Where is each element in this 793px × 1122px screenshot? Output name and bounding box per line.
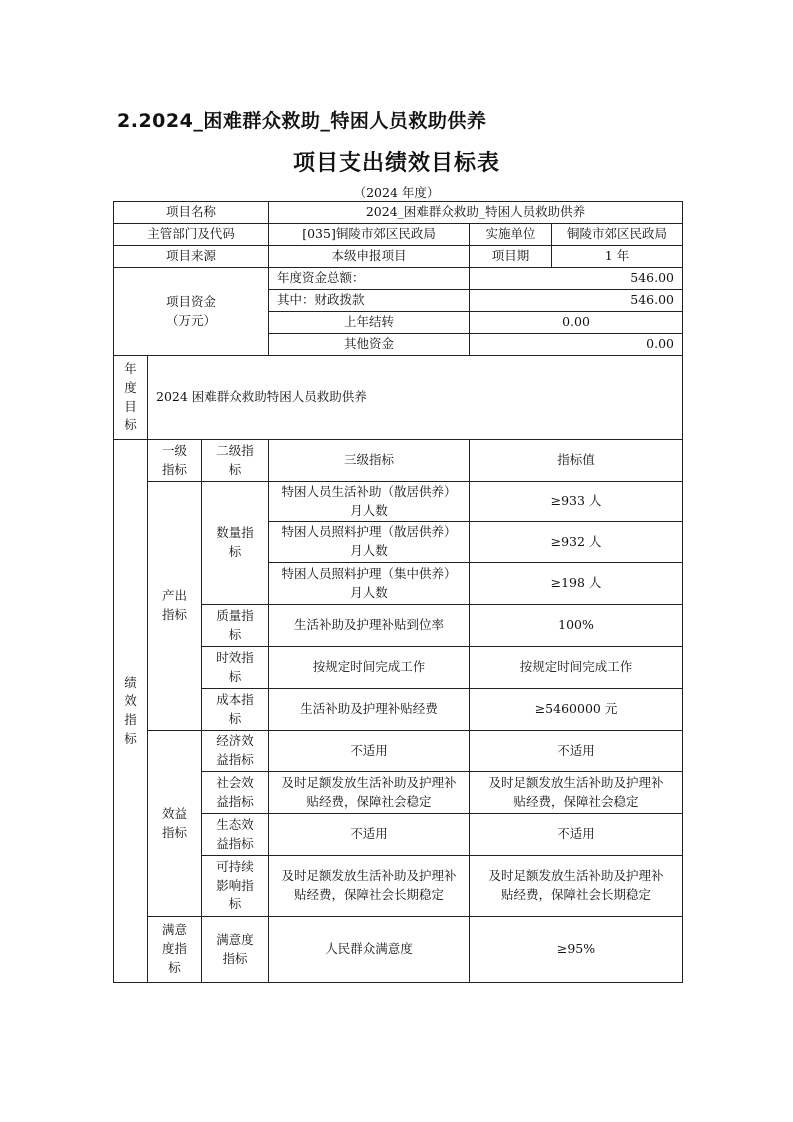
performance-table (113, 201, 683, 983)
cost-l3: 生活补助及护理补贴经费 (269, 689, 470, 731)
sustain-label: 可持续 影响指 标 (202, 856, 269, 917)
economic-l3: 不适用 (269, 731, 470, 772)
section-heading: 2.2024_困难群众救助_特困人员救助供养 (117, 110, 487, 132)
output-label: 产出 指标 (148, 482, 202, 731)
header-level3: 三级指标 (269, 440, 470, 482)
row-quantity-1 (114, 482, 683, 522)
header-level1: 一级 指标 (148, 440, 202, 482)
cost-value: ≥5460000 元 (470, 689, 683, 731)
economic-value: 不适用 (470, 731, 683, 772)
quantity-1-l3: 特困人员生活补助（散居供养） 月人数 (269, 482, 470, 522)
ecological-l3: 不适用 (269, 814, 470, 856)
row-source (114, 246, 683, 268)
row-dept (114, 224, 683, 246)
timeliness-value: 按规定时间完成工作 (470, 647, 683, 689)
sustain-l3: 及时足额发放生活补助及护理补 贴经费，保障社会长期稳定 (269, 856, 470, 917)
row-satisfaction (114, 917, 683, 983)
quantity-2-value: ≥932 人 (470, 522, 683, 563)
timeliness-label: 时效指 标 (202, 647, 269, 689)
dept-label: 主管部门及代码 (114, 224, 269, 246)
funds-carry-value: 0.00 (470, 312, 683, 334)
row-indicator-headers (114, 440, 683, 482)
funds-unit-text: （万元） (166, 312, 217, 328)
quality-value: 100% (470, 605, 683, 647)
year-note: （2024 年度） (353, 185, 440, 200)
quality-label: 质量指 标 (202, 605, 269, 647)
source-value: 本级申报项目 (269, 246, 470, 268)
header-value: 指标值 (470, 440, 683, 482)
annual-target-label: 年 度 目 标 (114, 356, 148, 440)
social-l3: 及时足额发放生活补助及护理补 贴经费，保障社会稳定 (269, 772, 470, 814)
funds-carry-label: 上年结转 (269, 312, 470, 334)
social-label: 社会效 益指标 (202, 772, 269, 814)
funds-total-label: 年度资金总额： (269, 268, 470, 290)
funds-fiscal-value: 546.00 (470, 290, 683, 312)
period-label: 项目期 (470, 246, 552, 268)
perf-label: 绩 效 指 标 (114, 440, 148, 983)
source-label: 项目来源 (114, 246, 269, 268)
row-project-name (114, 202, 683, 224)
header-level2: 二级指 标 (202, 440, 269, 482)
row-funds-total (114, 268, 683, 290)
annual-target-value: 2024 困难群众救助特困人员救助供养 (148, 356, 683, 440)
satisfaction-label: 满意 度指 标 (148, 917, 202, 983)
benefit-label: 效益 指标 (148, 731, 202, 917)
funds-total-value: 546.00 (470, 268, 683, 290)
ecological-value: 不适用 (470, 814, 683, 856)
ecological-label: 生态效 益指标 (202, 814, 269, 856)
satisfaction-l2: 满意度 指标 (202, 917, 269, 983)
funds-other-value: 0.00 (470, 334, 683, 356)
row-economic (114, 731, 683, 772)
funds-label (114, 268, 269, 356)
quantity-2-l3: 特困人员照料护理（散居供养） 月人数 (269, 522, 470, 563)
funds-label-text: 项目资金 (166, 293, 217, 309)
impl-value: 铜陵市郊区民政局 (552, 224, 683, 246)
funds-other-label: 其他资金 (269, 334, 470, 356)
timeliness-l3: 按规定时间完成工作 (269, 647, 470, 689)
quantity-3-value: ≥198 人 (470, 563, 683, 605)
period-value: 1 年 (552, 246, 683, 268)
satisfaction-l3: 人民群众满意度 (269, 917, 470, 983)
dept-value: [035]铜陵市郊区民政局 (269, 224, 470, 246)
funds-fiscal-label: 其中：财政拨款 (269, 290, 470, 312)
social-value: 及时足额发放生活补助及护理补 贴经费，保障社会稳定 (470, 772, 683, 814)
economic-label: 经济效 益指标 (202, 731, 269, 772)
cost-label: 成本指 标 (202, 689, 269, 731)
sustain-value: 及时足额发放生活补助及护理补 贴经费，保障社会长期稳定 (470, 856, 683, 917)
quantity-label: 数量指 标 (202, 482, 269, 605)
quantity-1-value: ≥933 人 (470, 482, 683, 522)
row-annual-target (114, 356, 683, 440)
project-name-label: 项目名称 (114, 202, 269, 224)
page-title: 项目支出绩效目标表 (292, 151, 500, 176)
satisfaction-value: ≥95% (470, 917, 683, 983)
impl-label: 实施单位 (470, 224, 552, 246)
project-name-value: 2024_困难群众救助_特困人员救助供养 (269, 202, 683, 224)
quantity-3-l3: 特困人员照料护理（集中供养） 月人数 (269, 563, 470, 605)
quality-l3: 生活补助及护理补贴到位率 (269, 605, 470, 647)
